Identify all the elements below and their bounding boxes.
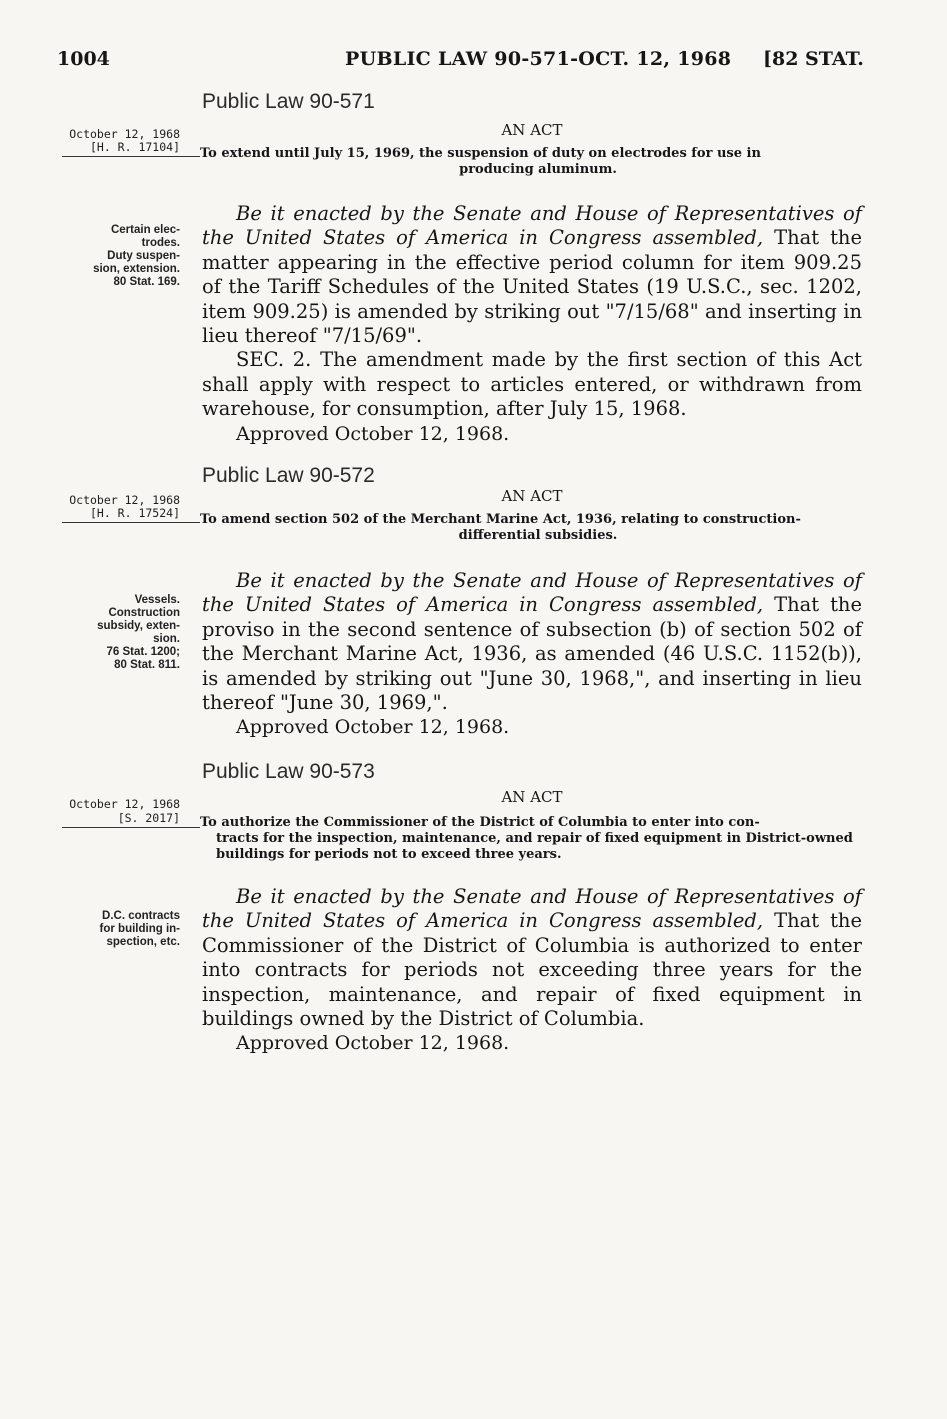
- enactment-date: October 12, 1968: [69, 127, 180, 141]
- law-title: Public Law 90-572: [202, 464, 375, 487]
- approval-line: Approved October 12, 1968.: [236, 716, 510, 739]
- an-act-heading: AN ACT: [501, 121, 563, 139]
- act-purpose: [200, 146, 862, 178]
- enacting-clause: Be it enacted by the Senate and House of Representatives of the United States of America in Congress assembled,: [202, 885, 862, 933]
- section-1: [202, 569, 862, 715]
- approval-line: Approved October 12, 1968.: [236, 422, 510, 445]
- side-note: sion.: [153, 633, 180, 645]
- an-act-heading: AN ACT: [501, 487, 563, 505]
- bill-number: [H. R. 17104]: [89, 140, 180, 154]
- section-1: [202, 885, 862, 1031]
- side-note: D.C. contracts: [102, 910, 180, 922]
- law-body: [202, 202, 862, 446]
- side-note: spection, etc.: [106, 936, 180, 948]
- act-purpose: [200, 512, 862, 544]
- purpose-continuation: differential subsidies.: [458, 528, 618, 543]
- side-note: 76 Stat. 1200;: [106, 646, 180, 658]
- margin-rule: [62, 522, 200, 523]
- volume-reference: [82 STAT.: [763, 48, 864, 70]
- purpose-continuation: producing aluminum.: [459, 162, 617, 177]
- margin-rule: [62, 827, 200, 828]
- purpose-line: To authorize the Commissioner of the District of Columbia to enter into con-: [200, 815, 760, 830]
- law-title: Public Law 90-571: [202, 90, 375, 113]
- law-body: [202, 885, 862, 1056]
- approval-line: Approved October 12, 1968.: [236, 1032, 510, 1055]
- running-title: PUBLIC LAW 90-571-OCT. 12, 1968: [345, 48, 732, 70]
- side-notes: [40, 224, 180, 289]
- act-purpose: [200, 815, 862, 863]
- side-note: 80 Stat. 811.: [114, 659, 180, 671]
- side-note: Duty suspen-: [107, 250, 180, 262]
- purpose-line: To extend until July 15, 1969, the suspension of duty on electrodes for use in: [200, 146, 761, 161]
- bill-number: [H. R. 17524]: [89, 506, 180, 520]
- purpose-line: To amend section 502 of the Merchant Marine Act, 1936, relating to construction-: [200, 512, 801, 527]
- section-text: That the matter appearing in the effective period column for item 909.25 of the Tariff Schedules of the United States (19 U.S.C., sec. 1202, item 909.25) is amended by striking out "7/15/68" and inserting in lieu thereof "7/15/69".: [202, 226, 862, 348]
- bill-number: [S. 2017]: [117, 811, 180, 825]
- side-note: Construction: [108, 607, 180, 619]
- law-body: [202, 569, 862, 740]
- enacting-clause: Be it enacted by the Senate and House of Representatives of the United States of America in Congress assembled,: [202, 202, 862, 250]
- enactment-date: October 12, 1968: [69, 493, 180, 507]
- enacting-clause: Be it enacted by the Senate and House of Representatives of the United States of America in Congress assembled,: [202, 569, 862, 617]
- side-notes: [40, 594, 180, 672]
- margin-rule: [62, 156, 200, 157]
- side-note: trodes.: [141, 237, 180, 249]
- side-note: for building in-: [99, 923, 180, 935]
- enactment-date: October 12, 1968: [69, 797, 180, 811]
- law-title: Public Law 90-573: [202, 760, 375, 783]
- side-note: 80 Stat. 169.: [113, 276, 180, 288]
- side-note: sion, extension.: [93, 263, 180, 275]
- section-2: SEC. 2. The amendment made by the first section of this Act shall apply with respect to articles entered, or withdrawn from warehouse, for consumption, after July 15, 1968.: [202, 348, 862, 421]
- section-1: [202, 202, 862, 348]
- side-notes: [40, 910, 180, 949]
- section-text: That the proviso in the second sentence of subsection (b) of section 502 of the Merchant Marine Act, 1936, as amended (46 U.S.C. 1152(b)), is amended by striking out "June 30, 1968,", and inserting in lieu thereof "June 30, 1969,".: [202, 593, 862, 715]
- page-number: 1004: [57, 48, 110, 70]
- side-note: subsidy, exten-: [97, 620, 180, 632]
- purpose-continuation: tracts for the inspection, maintenance, and repair of fixed equipment in District-owned buildings for periods not to exceed three years.: [216, 831, 853, 862]
- section-text: That the Commissioner of the District of Columbia is authorized to enter into contracts for periods not exceeding three years for the inspection, maintenance, and repair of fixed equipment in buildings owned by the District of Columbia.: [202, 909, 862, 1031]
- side-note: Vessels.: [134, 594, 180, 606]
- an-act-heading: AN ACT: [501, 788, 563, 806]
- side-note: Certain elec-: [110, 224, 180, 236]
